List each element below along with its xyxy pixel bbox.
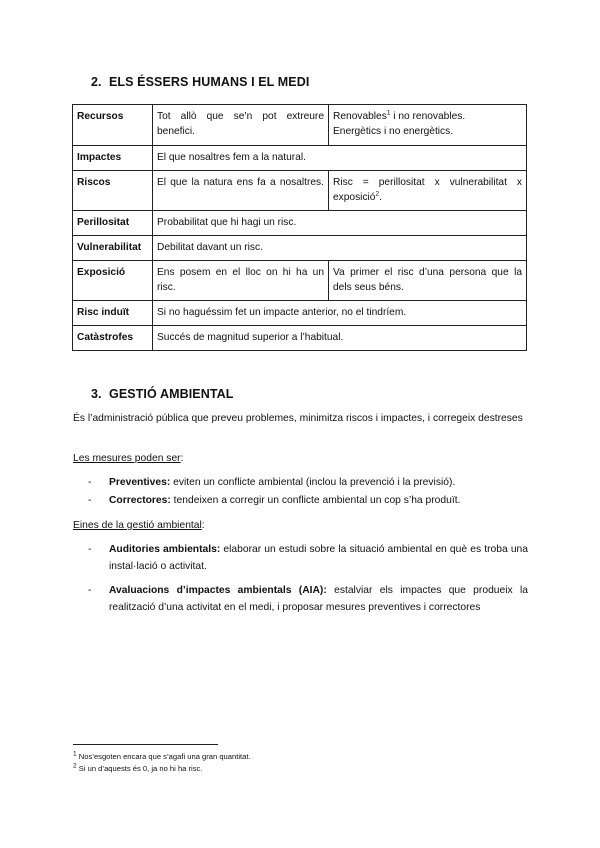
bullet-dash: - — [88, 585, 92, 596]
term-cell: Vulnerabilitat — [73, 236, 153, 261]
extra-cell — [329, 105, 527, 146]
section-number: 3. — [91, 387, 102, 401]
bullet-dash: - — [88, 477, 92, 488]
table-row — [73, 236, 527, 261]
item-text: elaborar un estudi sobre la situació ambiental en què es troba una instal·lació o activitat. — [109, 544, 528, 572]
extra-cell — [329, 171, 527, 211]
term-cell: Exposició — [73, 261, 153, 301]
table-row — [73, 146, 527, 171]
footnote-text: Si un d’aquests és 0, ja no hi ha risc. — [78, 764, 203, 773]
term-cell: Recursos — [73, 105, 153, 146]
extra-text: i no renovables. — [390, 111, 466, 122]
item-term: Correctores: — [109, 495, 171, 506]
mesures-heading-text: Les mesures poden ser — [73, 453, 181, 464]
definition-cell: El que nosaltres fem a la natural. — [153, 146, 527, 171]
item-text: tendeixen a corregir un conflicte ambiental un cop s’ha produït. — [170, 495, 461, 506]
term-cell: Catàstrofes — [73, 326, 153, 351]
footnote-mark: 1 — [73, 750, 77, 758]
eines-heading — [73, 517, 528, 534]
list-item — [88, 492, 528, 509]
definition-cell: El que la natura ens fa a nosaltres. — [153, 171, 329, 211]
definition-cell: Debilitat davant un risc. — [153, 236, 527, 261]
extra-cell: Va primer el risc d’una persona que la dels seus béns. — [329, 261, 527, 301]
bullet-dash: - — [88, 495, 92, 506]
colon: : — [180, 453, 184, 464]
item-term: Preventives: — [109, 477, 171, 488]
term-cell: Perillositat — [73, 211, 153, 236]
term-cell: Risc induït — [73, 301, 153, 326]
footnote — [73, 752, 251, 762]
section-2-heading — [91, 75, 309, 89]
table-row — [73, 211, 527, 236]
section-title: GESTIÓ AMBIENTAL — [109, 387, 234, 401]
bullet-dash: - — [88, 544, 92, 555]
definition-cell: Tot allò que se’n pot extreure benefici. — [153, 105, 329, 146]
term-cell: Riscos — [73, 171, 153, 211]
list-item — [88, 582, 528, 616]
table-row — [73, 105, 527, 146]
item-text: eviten un conflicte ambiental (inclou la prevenció i la previsió). — [170, 477, 456, 488]
item-text: estalviar els impactes que produeix la realització d’una activitat en el medi, i proposar mesures preventives i correctores — [109, 585, 528, 613]
section-title: ELS ÉSSERS HUMANS I EL MEDI — [109, 75, 310, 89]
footnote-ref: 1 — [386, 109, 391, 117]
definition-cell: Probabilitat que hi hagi un risc. — [153, 211, 527, 236]
extra-text: Energètics i no energètics. — [333, 126, 454, 137]
extra-text: Renovables — [333, 111, 387, 122]
table-row — [73, 171, 527, 211]
table-row — [73, 301, 527, 326]
mesures-heading — [73, 450, 528, 467]
section-number: 2. — [91, 75, 102, 89]
section-3-heading — [91, 387, 234, 401]
footnote-ref: 2 — [375, 190, 380, 198]
eines-heading-text: Eines de la gestió ambiental — [73, 520, 202, 531]
list-item — [88, 541, 528, 575]
definition-cell: Si no haguéssim fet un impacte anterior, no el tindríem. — [153, 301, 527, 326]
definition-cell: Succés de magnitud superior a l’habitual. — [153, 326, 527, 351]
footnote-divider — [73, 744, 218, 745]
definitions-table — [72, 104, 527, 351]
footnote — [73, 764, 202, 774]
intro-paragraph: És l’administració pública que preveu problemes, minimitza riscos i impactes, i corregeix destreses — [73, 413, 523, 424]
item-term: Auditories ambientals: — [109, 544, 221, 555]
table-row — [73, 326, 527, 351]
extra-text: . — [379, 192, 382, 203]
term-cell: Impactes — [73, 146, 153, 171]
footnote-mark: 2 — [73, 762, 77, 770]
footnote-text: Nos’esgoten encara que s’agafi una gran quantitat. — [78, 752, 251, 761]
colon: : — [201, 520, 205, 531]
list-item — [88, 474, 528, 491]
item-term: Avaluacions d’impactes ambientals (AIA): — [109, 585, 327, 596]
extra-text: Risc = perillositat x vulnerabilitat x exposició — [333, 177, 522, 203]
definition-cell: Ens posem en el lloc on hi ha un risc. — [153, 261, 329, 301]
table-row — [73, 261, 527, 301]
